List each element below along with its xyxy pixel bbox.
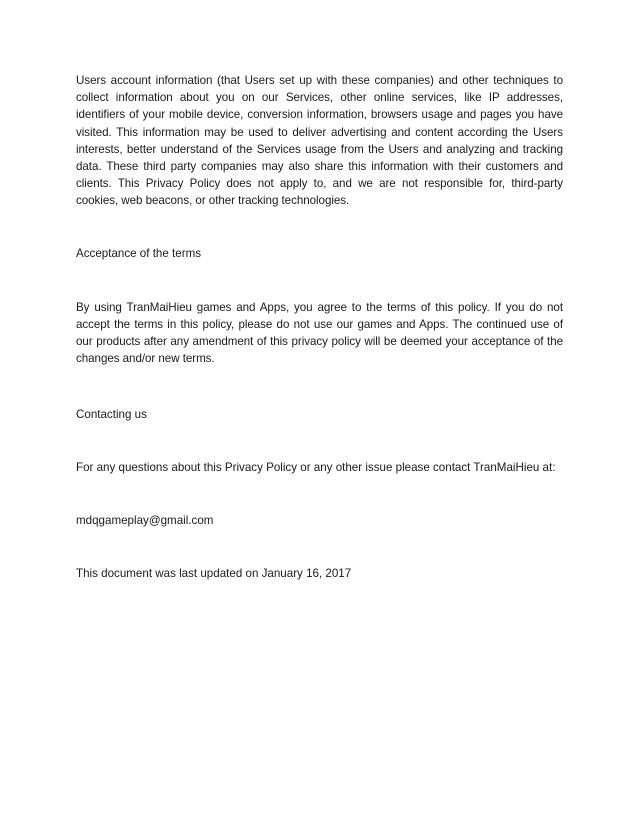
document-body: [76, 72, 563, 582]
contact-email: mdqgameplay@gmail.com: [76, 514, 214, 528]
acceptance-heading: Acceptance of the terms: [76, 246, 202, 260]
contact-heading: Contacting us: [76, 407, 147, 421]
contact-intro: For any questions about this Privacy Policy or any other issue please contact TranMaiHieu at:: [76, 460, 556, 474]
acceptance-paragraph: By using TranMaiHieu games and Apps, you agree to the terms of this policy. If you do not accept the terms in this policy, please do not use our games and Apps. The continued use of our products after any amendment of this privacy policy will be deemed your acceptance of the changes and/or new terms.: [76, 300, 563, 366]
last-updated-note: This document was last updated on January 16, 2017: [76, 567, 352, 581]
tracking-paragraph: Users account information (that Users set up with these companies) and other techniques to collect information about you on our Services, other online services, like IP addresses, identifiers of your mobile device, conversion information, browsers usage and pages you have visited. This information may be used to deliver advertising and content according the Users interests, better understand of the Services usage from the Users and analyzing and tracking data. These third party companies may also share this information with their customers and clients. This Privacy Policy does not apply to, and we are not responsible for, third-party cookies, web beacons, or other tracking technologies.: [76, 74, 563, 208]
